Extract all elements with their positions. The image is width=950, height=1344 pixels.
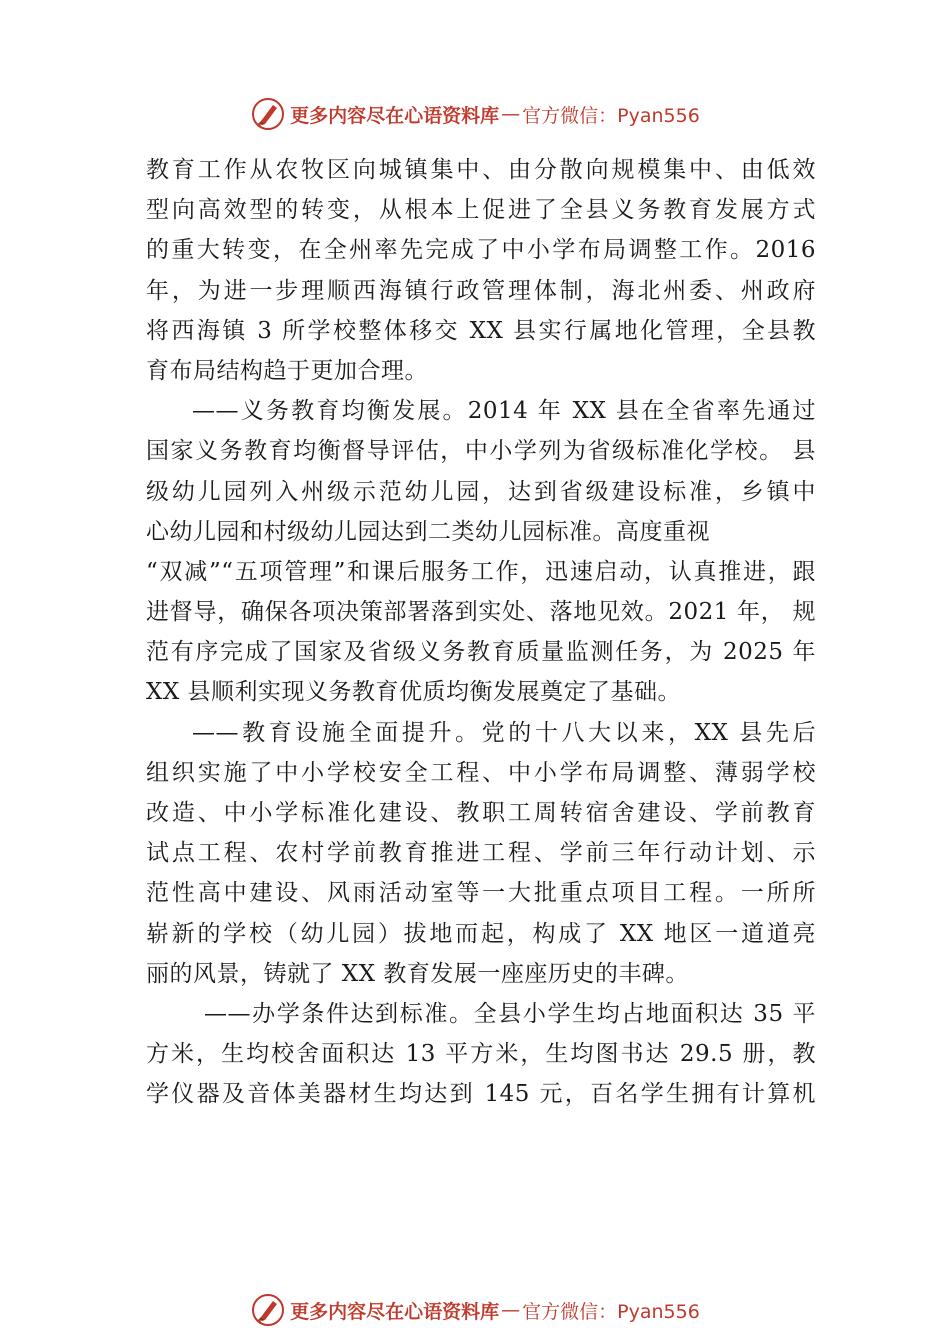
body-line: 教育工作从农牧区向城镇集中、由分散向规模集中、由低效: [146, 157, 816, 183]
body-line: 范有序完成了国家及省级义务教育质量监测任务，为 2025 年: [146, 639, 816, 666]
footer-site-title: 更多内容尽在心语资料库: [290, 1300, 500, 1323]
body-line: 丽的风景，铸就了 XX 教育发展一座座历史的丰碑。: [146, 960, 689, 987]
body-line: 的重大转变，在全州率先完成了中小学布局调整工作。2016: [146, 237, 816, 264]
body-line: 试点工程、农村学前教育推进工程、学前三年行动计划、示: [146, 840, 816, 867]
header-site-title: 更多内容尽在心语资料库: [290, 104, 500, 127]
document-body: [146, 150, 816, 1115]
body-line: 方米，生均校舍面积达 13 平方米，生均图书达 29.5 册，教: [146, 1041, 816, 1068]
pen-logo-icon: [250, 1292, 286, 1328]
footer-contact: 官方微信：Pyan556: [522, 1300, 700, 1323]
body-line: 学仪器及音体美器材生均达到 145 元，百名学生拥有计算机: [146, 1081, 816, 1108]
body-line: 范性高中建设、风雨活动室等一大批重点项目工程。一所所: [146, 880, 816, 907]
pen-logo-icon: [250, 96, 286, 132]
body-line: 型向高效型的转变，从根本上促进了全县义务教育发展方式: [146, 197, 816, 224]
body-line: ——义务教育均衡发展。2014 年 XX 县在全省率先通过: [192, 398, 816, 425]
body-line: 崭新的学校（幼儿园）拔地而起，构成了 XX 地区一道道亮: [146, 920, 816, 947]
body-line: 心幼儿园和村级幼儿园达到二类幼儿园标准。高度重视: [146, 518, 710, 545]
footer-banner: [0, 1290, 950, 1330]
body-line: 国家义务教育均衡督导评估，中小学列为省级标准化学校。 县: [146, 438, 816, 465]
header-contact: 官方微信：Pyan556: [522, 104, 700, 127]
body-line: 组织实施了中小学校安全工程、中小学布局调整、薄弱学校: [146, 759, 816, 786]
body-line: ——办学条件达到标准。全县小学生均占地面积达 35 平: [204, 1000, 816, 1027]
header-separator: —: [501, 103, 521, 125]
body-line: 育布局结构趋于更加合理。: [146, 357, 428, 384]
body-line: 进督导，确保各项决策部署落到实处、落地见效。2021 年， 规: [146, 599, 816, 626]
body-line: 将西海镇 3 所学校整体移交 XX 县实行属地化管理，全县教: [146, 317, 816, 344]
body-line: 级幼儿园列入州级示范幼儿园，达到省级建设标准，乡镇中: [146, 478, 816, 505]
body-line: XX 县顺利实现义务教育优质均衡发展奠定了基础。: [146, 679, 682, 706]
body-line: 改造、中小学标准化建设、教职工周转宿舍建设、学前教育: [146, 800, 816, 826]
body-line: 年，为进一步理顺西海镇行政管理体制，海北州委、州政府: [146, 277, 816, 304]
footer-separator: —: [501, 1299, 521, 1321]
header-banner: [0, 94, 950, 134]
body-line: “双减”“五项管理”和课后服务工作，迅速启动，认真推进，跟: [146, 558, 816, 585]
body-line: ——教育设施全面提升。党的十八大以来，XX 县先后: [192, 719, 816, 746]
